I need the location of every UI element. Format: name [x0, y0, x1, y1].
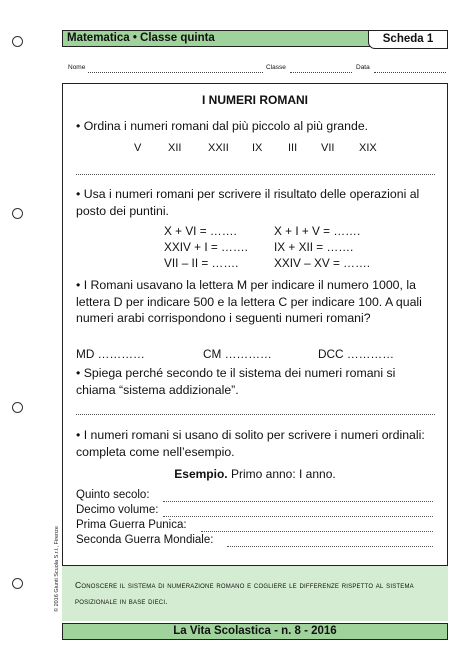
answer-line-4[interactable]: [76, 414, 435, 415]
learning-goal-box: [62, 565, 448, 621]
student-info-row: [68, 64, 446, 76]
footer-bar: La Vita Scolastica - n. 8 - 2016: [62, 623, 448, 640]
ordinal-label: Seconda Guerra Mondiale:: [76, 534, 214, 546]
answer-line-1[interactable]: [76, 174, 435, 175]
example-label: Esempio.: [174, 467, 228, 481]
ordinal-answer-line[interactable]: [163, 516, 433, 517]
operation-right-3: XXIV – XV = …….: [274, 256, 371, 270]
learning-goal-text: Conoscere il sistema di numerazione romano e cogliere le differenze rispetto al sistema posizionale in base dieci.: [75, 580, 414, 606]
nome-label: Nome: [68, 64, 86, 71]
roman-numeral: V: [134, 142, 142, 154]
example-text: Primo anno: I anno.: [227, 467, 336, 481]
roman-numeral: XII: [168, 142, 182, 154]
binder-hole-2: [12, 208, 23, 219]
question-5: • I numeri romani si usano di solito per scrivere i numeri ordinali: completa come nell’esempio.: [76, 428, 425, 459]
operation-left-1: X + VI = …….: [164, 224, 237, 238]
sheet-number: Scheda 1: [368, 30, 448, 49]
header-bar: [62, 30, 448, 47]
question-4: • Spiega perché secondo te il sistema dei numeri romani si chiama “sistema addizionale”.: [76, 366, 396, 397]
roman-numeral: XXII: [208, 142, 229, 154]
binder-hole-3: [12, 402, 23, 413]
binder-hole-4: [12, 578, 23, 589]
data-field[interactable]: [374, 72, 446, 73]
ordinal-answer-line[interactable]: [163, 501, 433, 502]
ordinal-answer-line[interactable]: [227, 546, 433, 547]
subject-title: Matematica • Classe quinta: [67, 32, 215, 44]
binder-hole-1: [12, 36, 23, 47]
ordinal-label: Quinto secolo:: [76, 489, 150, 501]
question-1: • Ordina i numeri romani dal più piccolo al più grande.: [76, 119, 369, 133]
roman-numeral: VII: [321, 142, 335, 154]
worksheet-title: I NUMERI ROMANI: [202, 93, 308, 107]
example-line: [63, 467, 447, 481]
conversion-dcc[interactable]: DCC …………: [318, 347, 395, 361]
roman-numeral: XIX: [359, 142, 377, 154]
ordinal-answer-line[interactable]: [201, 531, 433, 532]
question-3: • I Romani usavano la lettera M per indicare il numero 1000, la lettera D per indicare 500 e la lettera C per indicare 100. A quali numeri arabi corrispondono i seguenti numeri romani?: [76, 278, 422, 325]
copyright-notice: © 2016 Giunti Scuola S.r.l., Firenze: [54, 526, 60, 612]
nome-field[interactable]: [88, 72, 263, 73]
roman-numeral: III: [288, 142, 298, 154]
operation-left-3: VII – II = …….: [164, 256, 239, 270]
question-2: • Usa i numeri romani per scrivere il risultato delle operazioni al posto dei puntini.: [76, 187, 420, 218]
conversion-md[interactable]: MD …………: [76, 347, 145, 361]
roman-numeral: IX: [252, 142, 263, 154]
ordinal-label: Prima Guerra Punica:: [76, 519, 187, 531]
classe-field[interactable]: [290, 72, 352, 73]
worksheet-box: [62, 83, 448, 620]
operation-right-2: IX + XII = …….: [274, 240, 354, 254]
conversion-cm[interactable]: CM …………: [203, 347, 272, 361]
ordinal-label: Decimo volume:: [76, 504, 159, 516]
operation-right-1: X + I + V = …….: [274, 224, 361, 238]
classe-label: Classe: [266, 64, 286, 71]
operation-left-2: XXIV + I = …….: [164, 240, 248, 254]
data-label: Data: [356, 64, 370, 71]
roman-numerals-row: [63, 142, 447, 156]
